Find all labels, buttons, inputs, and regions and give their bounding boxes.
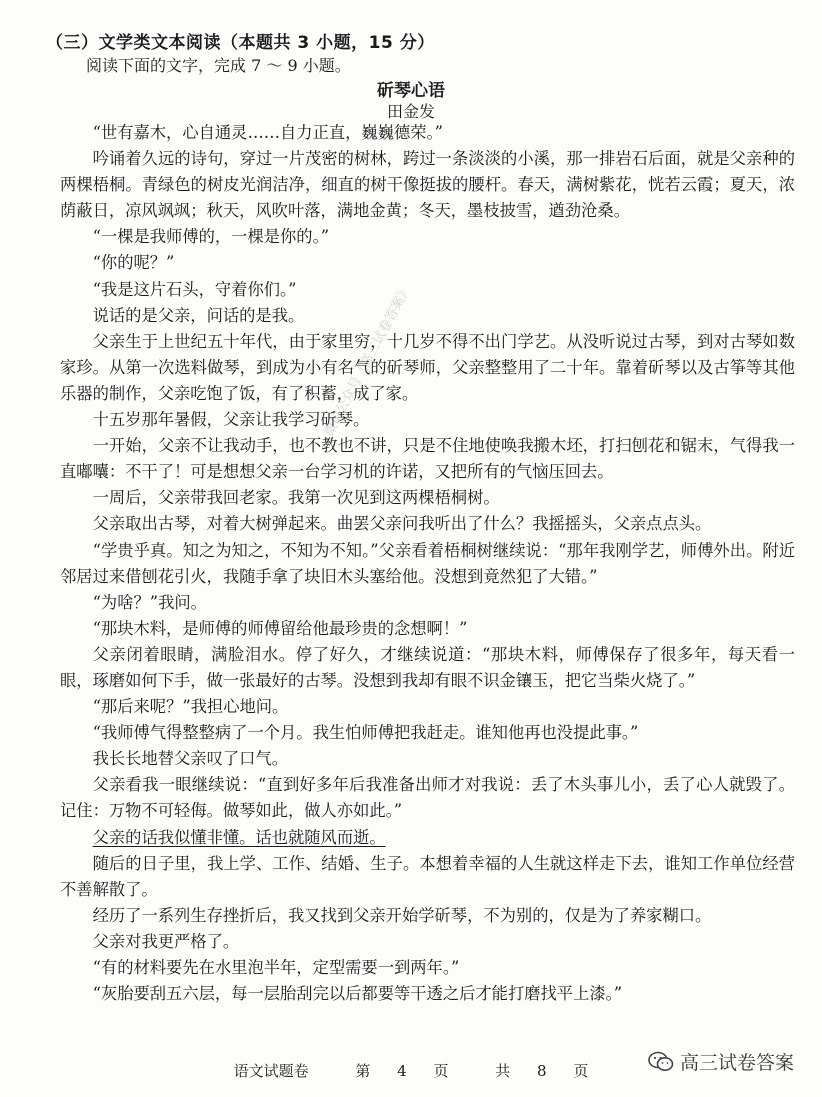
underlined-paragraph	[60, 825, 795, 851]
article-title: 斫琴心语	[377, 81, 445, 101]
article-author: 田金发	[386, 102, 435, 121]
watermark-account-name: 高三试卷答案	[679, 1052, 794, 1074]
paragraph: 一周后，父亲带我回老家。我第一次见到这两棵梧桐树。	[92, 488, 500, 508]
section-header: （三）文学类文本阅读（本题共 3 小题，15 分）	[46, 33, 435, 53]
paragraph: 父亲对我更严格了。	[92, 931, 240, 951]
wechat-watermark	[648, 1048, 794, 1075]
instruction-text: 阅读下面的文字，完成 7 ～ 9 小题。	[86, 56, 351, 75]
paragraph: “有的材料要先在水里泡半年，定型需要一到两年。”	[92, 958, 460, 977]
paragraph: 父亲取出古琴，对着大树弹起来。曲罢父亲问我听出了什么？我摇摇头，父亲点点头。	[92, 514, 712, 534]
paragraph: 经历了一系列生存挫折后，我又找到父亲开始学斫琴，不为别的，仅是为了养家糊口。	[92, 905, 712, 925]
paragraph: “我是这片石头，守着你们。”	[92, 279, 297, 299]
paragraph: “我师傅气得整整病了一个月。我生怕师傅把我赶走。谁知他再也没提此事。”	[92, 723, 639, 743]
footer-subject: 语文试题卷	[233, 1062, 309, 1080]
paragraph: “那后来呢？”我担心地问。	[92, 697, 289, 717]
paragraph: “学贵乎真。知之为知之，不知为不知。”父亲看着梧桐树继续说：“那年我刚学艺，师傅外出。附近邻居过来借刨花引火，我随手拿了块旧木头塞给他。没想到竟然犯了大错。”	[60, 540, 795, 586]
paragraph: 十五岁那年暑假，父亲让我学习斫琴。	[92, 410, 370, 430]
paragraph: “为啥？”我问。	[92, 592, 207, 612]
paragraph: 我长长地替父亲叹了口气。	[92, 749, 288, 769]
wechat-icon	[648, 1051, 674, 1073]
paragraph: “一棵是我师傅的，一棵是你的。”	[92, 227, 330, 247]
article-body	[60, 120, 795, 1007]
paragraph: 随后的日子里，我上学、工作、结婚、生子。本想着幸福的人生就这样走下去，谁知工作单位经营不善解散了。	[60, 853, 795, 899]
diagonal-watermark: 微信公众号《高三试卷答案》	[321, 282, 415, 439]
underlined-sentence: 父亲的话我似懂非懂。话也就随风而逝。	[92, 827, 386, 847]
paragraph: “那块木料，是师傅的师傅留给他最珍贵的念想啊！”	[92, 618, 468, 638]
footer-total-pages: 共 8 页	[495, 1062, 589, 1080]
paragraph: 吟诵着久远的诗句，穿过一片茂密的树林，跨过一条淡淡的小溪，那一排岩石后面，就是父亲种的两棵梧桐。青绿色的树皮光润洁净，细直的树干像挺拔的腰杆。春天，满树紫花，恍若云霞；夏天，浓荫蔽日，凉风飒飒；秋天，风吹叶落，满地金黄；冬天，墨枝披雪，遒劲沧桑。	[60, 149, 795, 221]
paragraph: 父亲生于上世纪五十年代，由于家里穷，十几岁不得不出门学艺。从没听说过古琴，到对古琴如数家珍。从第一次选料做琴，到成为小有名气的斫琴师，父亲整整用了二十年。靠着斫琴以及古筝等其他乐器的制作，父亲吃饱了饭，有了积蓄，成了家。	[60, 331, 795, 403]
paragraph: “你的呢？”	[92, 253, 175, 273]
paragraph: 父亲看我一眼继续说：“直到好多年后我准备出师才对我说：丢了木头事儿小，丢了心人就毁了。记住：万物不可轻侮。做琴如此，做人亦如此。”	[60, 775, 795, 821]
paragraph: 一开始，父亲不让我动手，也不教也不讲，只是不住地使唤我搬木坯，打扫刨花和锯末，气得我一直嘟囔：不干了！可是想想父亲一台学习机的许诺，又把所有的气恼压回去。	[60, 436, 795, 482]
paragraph: “灰胎要刮五六层，每一层胎刮完以后都要等干透之后才能打磨找平上漆。”	[92, 984, 623, 1004]
footer-page-number: 第 4 页	[355, 1062, 449, 1080]
paragraph: “世有嘉木，心自通灵……自力正直，巍巍德荣。”	[92, 123, 444, 142]
paragraph: 父亲闭着眼睛，满脸泪水。停了好久，才继续说道：“那块木料，师傅保存了很多年，每天看一眼，琢磨如何下手，做一张最好的古琴。没想到我却有眼不识金镶玉，把它当柴火烧了。”	[60, 644, 795, 690]
paragraph: 说话的是父亲，问话的是我。	[92, 305, 305, 325]
